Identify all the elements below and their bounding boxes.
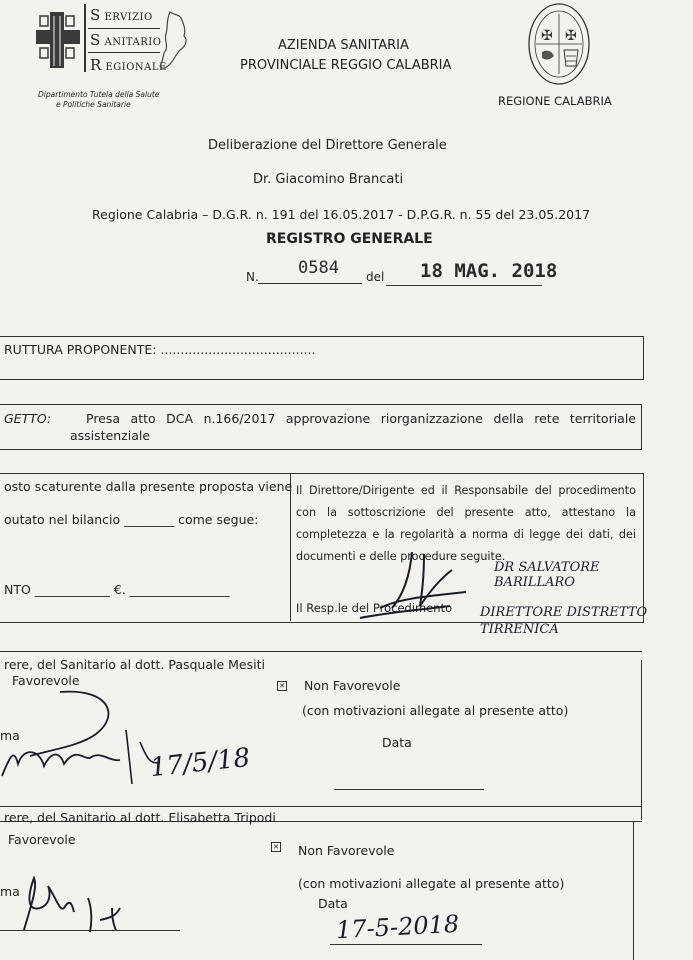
register-number: 0584: [298, 258, 339, 278]
parere2-signature: [0, 868, 140, 938]
parere2-firma-label: ma: [0, 884, 20, 899]
svg-text:✠: ✠: [565, 28, 577, 44]
resp-signature: [340, 548, 500, 624]
parere1-non-favorevole-checkbox[interactable]: ✕: [277, 681, 287, 691]
svg-text:✠: ✠: [541, 28, 553, 44]
parere2-non-favorevole-checkbox[interactable]: ✕: [271, 842, 281, 852]
attestazione-line-1: Il Direttore/Dirigente ed il Responsabile del procedimento: [296, 484, 636, 497]
director-name: Dr. Giacomino Brancati: [253, 172, 404, 187]
attestazione-line-4: documenti e delle procedure seguite.: [296, 550, 506, 563]
logo-line-3: R EGIONALE: [90, 56, 167, 74]
attestazione-line-3: completezza e la regolarità a norma di legge dei dati, dei: [296, 528, 636, 541]
dept-line-1: Dipartimento Tutela della Salute: [38, 90, 160, 99]
parere2-data-label: Data: [318, 896, 348, 911]
parere2-non-favorevole: Non Favorevole: [298, 843, 395, 858]
resp-procedimento-label: Il Resp.le del Procedimento: [296, 601, 453, 615]
resp-handwritten-role: DIRETTORE DISTRETTO TIRRENICA: [480, 605, 648, 637]
oggetto-text-2: assistenziale: [70, 428, 151, 443]
dept-line-2: e Politiche Sanitarie: [56, 100, 131, 109]
parere2-motivazioni: (con motivazioni allegate al presente atto): [298, 876, 565, 891]
cross-emblem-icon: [34, 10, 86, 70]
reference-line: Regione Calabria – D.G.R. n. 191 del 16.05.2017 - D.P.G.R. n. 55 del 23.05.2017: [92, 207, 591, 222]
logo-line-2: S ANITARIO: [90, 31, 162, 49]
struttura-label: RUTTURA PROPONENTE: .......................................: [4, 342, 316, 357]
parere1-heading: rere, del Sanitario al dott. Pasquale Mesiti: [4, 657, 265, 672]
parere1-motivazioni: (con motivazioni allegate al presente atto): [302, 703, 569, 718]
register-date: 18 MAG. 2018: [420, 260, 558, 282]
parere1-firma-label: ma: [0, 728, 20, 743]
azienda-line-1: AZIENDA SANITARIA: [278, 38, 409, 53]
region-name: REGIONE CALABRIA: [498, 94, 612, 108]
azienda-line-2: PROVINCIALE REGGIO CALABRIA: [240, 58, 452, 73]
costo-line-1: osto scaturente dalla presente proposta viene: [4, 479, 293, 494]
parere2-handwritten-date: 17-5-2018: [335, 909, 460, 945]
parere1-non-favorevole: Non Favorevole: [304, 678, 401, 693]
registro-generale: REGISTRO GENERALE: [266, 231, 433, 247]
attestazione-line-2: con la sottoscrizione del presente atto, attestano la: [296, 506, 636, 519]
region-crest-icon: [526, 2, 592, 86]
resp-handwritten-name: DR SALVATORE BARILLARO: [494, 560, 600, 590]
date-label: del: [366, 270, 385, 284]
calabria-map-icon: [156, 10, 190, 74]
logo-line-1: S ERVIZIO: [90, 6, 153, 24]
parere1-handwritten-date: 17/5/18: [148, 742, 252, 784]
parere2-heading: rere, del Sanitario al dott. Elisabetta Tripodi: [4, 810, 276, 825]
deliberazione-title: Deliberazione del Direttore Generale: [208, 138, 447, 153]
costo-line-2: outato nel bilancio ________ come segue:: [4, 512, 259, 527]
parere1-data-label: Data: [382, 735, 412, 750]
oggetto-label: GETTO:: [4, 411, 52, 426]
parere2-favorevole: Favorevole: [8, 832, 76, 847]
costo-line-3: NTO ____________ €. ________________: [4, 582, 230, 597]
number-label: N.: [246, 270, 259, 284]
parere1-favorevole: Favorevole: [12, 673, 80, 688]
oggetto-text-1: Presa atto DCA n.166/2017 approvazione riorganizzazione della rete territoriale: [86, 411, 636, 426]
